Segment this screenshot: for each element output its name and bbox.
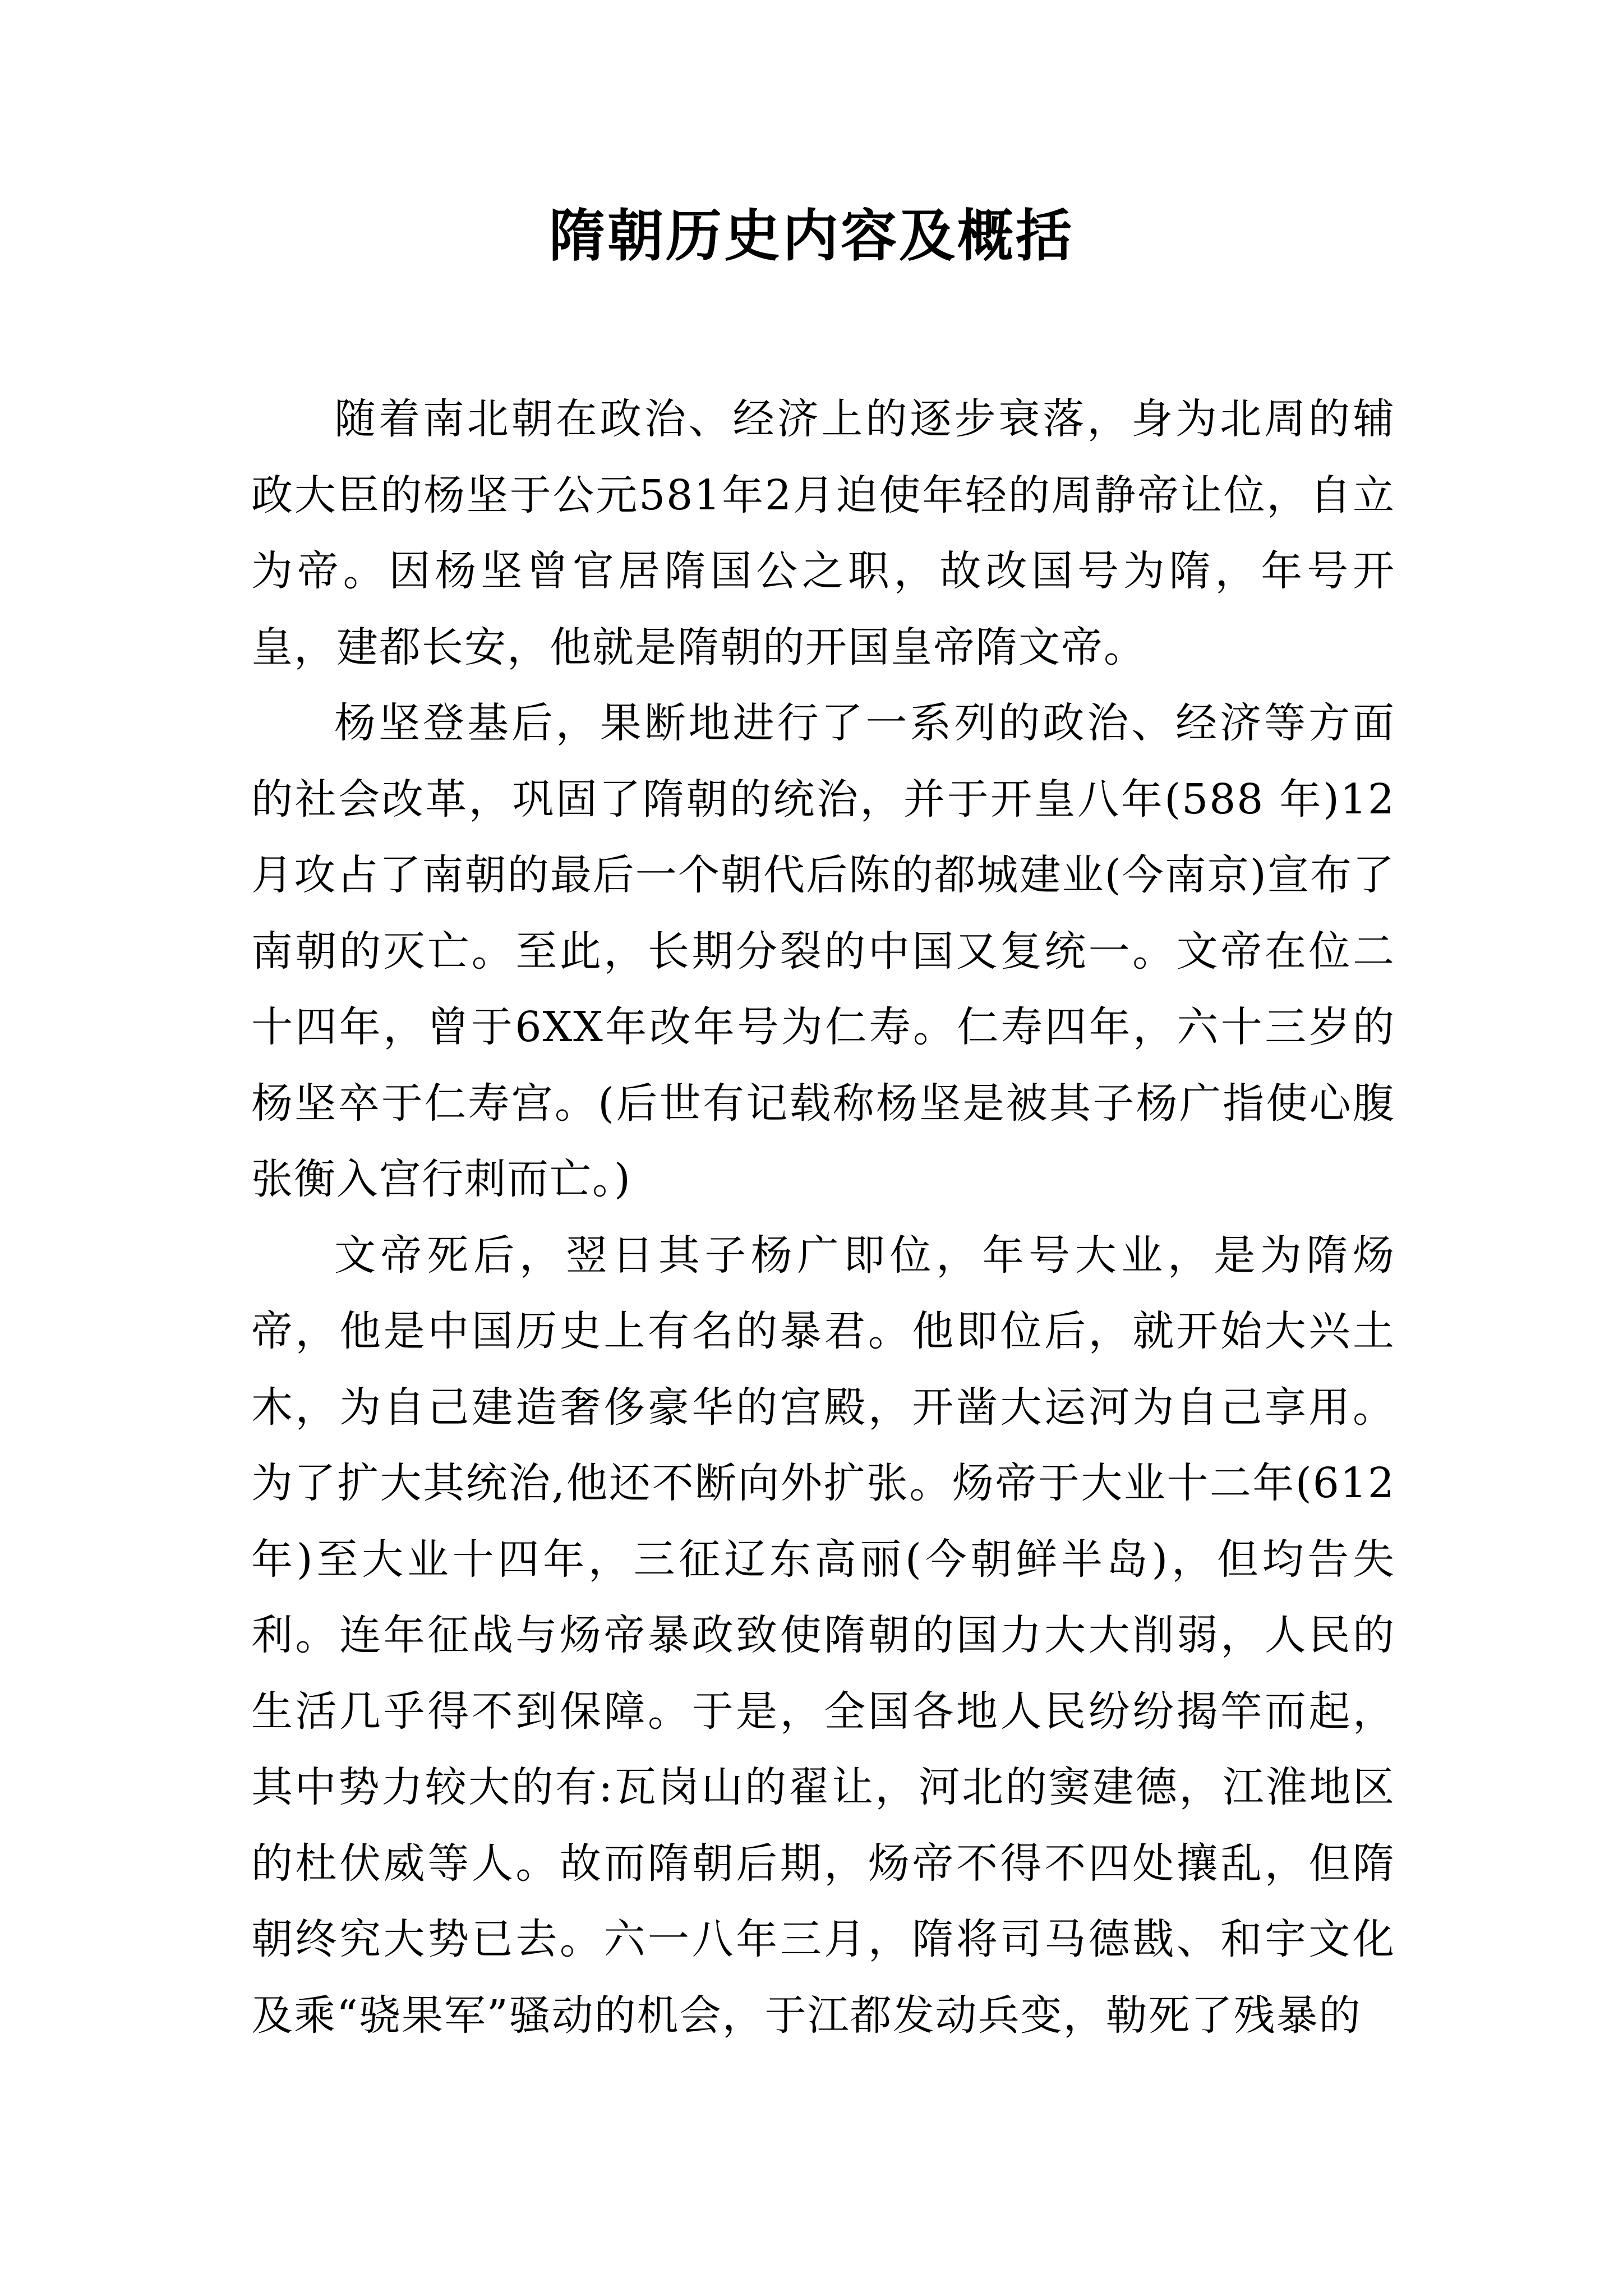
- document-body: [251, 381, 1395, 2054]
- paragraph: 随着南北朝在政治、经济上的逐步衰落，身为北周的辅政大臣的杨坚于公元581年2月迫使年轻的周静帝让位，自立为帝。因杨坚曾官居隋国公之职，故改国号为隋，年号开皇，建都长安，他就是隋朝的开国皇帝隋文帝。: [251, 395, 1395, 671]
- page-title: 隋朝历史内容及概括: [549, 203, 1074, 269]
- paragraph: 杨坚登基后，果断地进行了一系列的政治、经济等方面的社会改革，巩固了隋朝的统治，并于开皇八年(588 年)12月攻占了南朝的最后一个朝代后陈的都城建业(今南京)宣布了南朝的灭亡。至此，长期分裂的中国又复统一。文帝在位二十四年，曾于6XX年改年号为仁寿。仁寿四年，六十三岁的杨坚卒于仁寿宫。(后世有记载称杨坚是被其子杨广指使心腹张衡入宫行刺而亡。): [251, 699, 1395, 1203]
- paragraph: 文帝死后，翌日其子杨广即位，年号大业，是为隋炀帝，他是中国历史上有名的暴君。他即位后，就开始大兴土木，为自己建造奢侈豪华的宫殿，开凿大运河为自己享用。为了扩大其统治,他还不断向外扩张。炀帝于大业十二年(612年)至大业十四年，三征辽东高丽(今朝鲜半岛)，但均告失利。连年征战与炀帝暴政致使隋朝的国力大大削弱，人民的生活几乎得不到保障。于是，全国各地人民纷纷揭竿而起，其中势力较大的有:瓦岗山的翟让，河北的窦建德，江淮地区的杜伏威等人。故而隋朝后期，炀帝不得不四处攘乱，但隋朝终究大势已去。六一八年三月，隋将司马德戡、和宇文化及乘“骁果军”骚动的机会，于江都发动兵变，勒死了残暴的: [251, 1231, 1395, 2040]
